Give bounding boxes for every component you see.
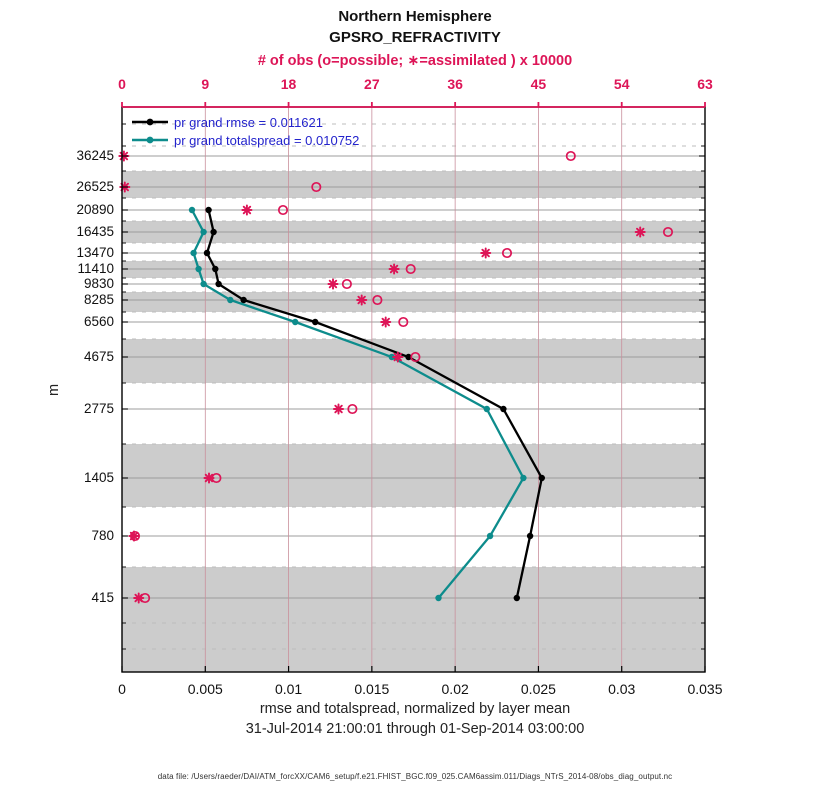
assimilated-obs-marker[interactable]: [390, 264, 399, 273]
bottom-tick-label: 0: [118, 681, 126, 697]
y-tick-label: 13470: [76, 245, 114, 260]
assimilated-obs-marker[interactable]: [381, 317, 390, 326]
top-tick-label: 63: [697, 76, 713, 92]
bottom-tick-label: 0.02: [441, 681, 469, 697]
y-tick-label: 16435: [76, 224, 114, 239]
series-point[interactable]: [240, 297, 246, 303]
legend-label-totalspread: pr grand totalspread = 0.010752: [174, 132, 360, 148]
bottom-tick-label: 0.035: [687, 681, 723, 697]
chart-subtitle: GPSRO_REFRACTIVITY: [329, 29, 501, 46]
y-tick-label: 9830: [83, 276, 114, 291]
y-tick-label: 1405: [83, 470, 114, 485]
top-tick-label: 27: [364, 76, 380, 92]
y-tick-label: 415: [91, 590, 114, 605]
y-tick-label: 780: [91, 528, 114, 543]
assimilated-obs-marker[interactable]: [242, 205, 251, 214]
top-tick-label: 9: [201, 76, 210, 92]
bottom-tick-label: 0.025: [520, 681, 556, 697]
series-point[interactable]: [204, 250, 210, 256]
bottom-tick-label: 0.015: [354, 681, 390, 697]
series-point[interactable]: [520, 475, 526, 481]
series-point[interactable]: [195, 266, 201, 272]
assimilated-obs-marker[interactable]: [357, 295, 366, 304]
x-axis-label: rmse and totalspread, normalized by layer mean: [259, 701, 571, 717]
layer-band: [122, 292, 705, 312]
top-tick-label: 18: [280, 76, 297, 92]
series-point[interactable]: [215, 281, 221, 287]
bottom-tick-label: 0.03: [608, 681, 636, 697]
legend-line-rmse: [131, 116, 169, 128]
legend-label-rmse: pr grand rmse = 0.011621: [174, 114, 323, 130]
top-tick-label: 54: [613, 76, 630, 92]
series-point[interactable]: [435, 595, 441, 601]
series-point[interactable]: [200, 281, 206, 287]
series-point[interactable]: [500, 406, 506, 412]
legend-line-totalspread: [131, 134, 169, 146]
assimilated-obs-marker[interactable]: [334, 404, 343, 413]
data-file-path: data file: /Users/raeder/DAI/ATM_forcXX/CAM6_setup/f.e21.FHIST_BGC.f09_025.CAM6assim.011/Diags_NTrS_2014-08/obs_diag_output.nc: [157, 772, 673, 781]
top-tick-label: 0: [118, 76, 126, 92]
series-point[interactable]: [514, 595, 520, 601]
y-tick-label: 2775: [83, 401, 114, 416]
series-point[interactable]: [200, 229, 206, 235]
y-axis-label: m: [46, 383, 62, 396]
series-point[interactable]: [189, 207, 195, 213]
top-axis-label: # of obs (o=possible; ∗=assimilated ) x 10000: [257, 53, 573, 69]
series-point[interactable]: [539, 475, 545, 481]
y-tick-label: 6560: [83, 314, 114, 329]
series-point[interactable]: [487, 533, 493, 539]
layer-band: [122, 567, 705, 672]
y-tick-label: 36245: [76, 148, 114, 163]
y-tick-label: 4675: [83, 349, 114, 364]
series-point[interactable]: [527, 533, 533, 539]
legend-entry-rmse[interactable]: [131, 115, 323, 129]
series-point[interactable]: [312, 319, 318, 325]
bottom-tick-label: 0.01: [274, 681, 303, 697]
series-point[interactable]: [205, 207, 211, 213]
assimilated-obs-marker[interactable]: [134, 593, 143, 602]
series-point[interactable]: [484, 406, 490, 412]
legend-entry-totalspread[interactable]: [131, 133, 359, 147]
y-tick-label: 11410: [77, 261, 114, 276]
series-point[interactable]: [210, 229, 216, 235]
layer-band: [122, 261, 705, 278]
assimilated-obs-marker[interactable]: [328, 279, 337, 288]
series-point[interactable]: [292, 319, 298, 325]
date-range-label: 31-Jul-2014 21:00:01 through 01-Sep-2014 03:00:00: [245, 721, 585, 737]
series-point[interactable]: [190, 250, 196, 256]
bottom-tick-label: 0.005: [187, 681, 223, 697]
assimilated-obs-marker[interactable]: [129, 531, 138, 540]
y-tick-label: 8285: [83, 292, 114, 307]
assimilated-obs-marker[interactable]: [393, 352, 402, 361]
y-tick-label: 20890: [76, 202, 114, 217]
series-point[interactable]: [212, 266, 218, 272]
chart-title-region: Northern Hemisphere: [338, 8, 492, 25]
series-point[interactable]: [227, 297, 233, 303]
layer-band: [122, 171, 705, 198]
assimilated-obs-marker[interactable]: [204, 473, 213, 482]
y-tick-label: 26525: [76, 179, 114, 194]
assimilated-obs-marker[interactable]: [481, 248, 490, 257]
top-tick-label: 45: [530, 76, 547, 92]
assimilated-obs-marker[interactable]: [636, 227, 645, 236]
top-tick-label: 36: [447, 76, 463, 92]
